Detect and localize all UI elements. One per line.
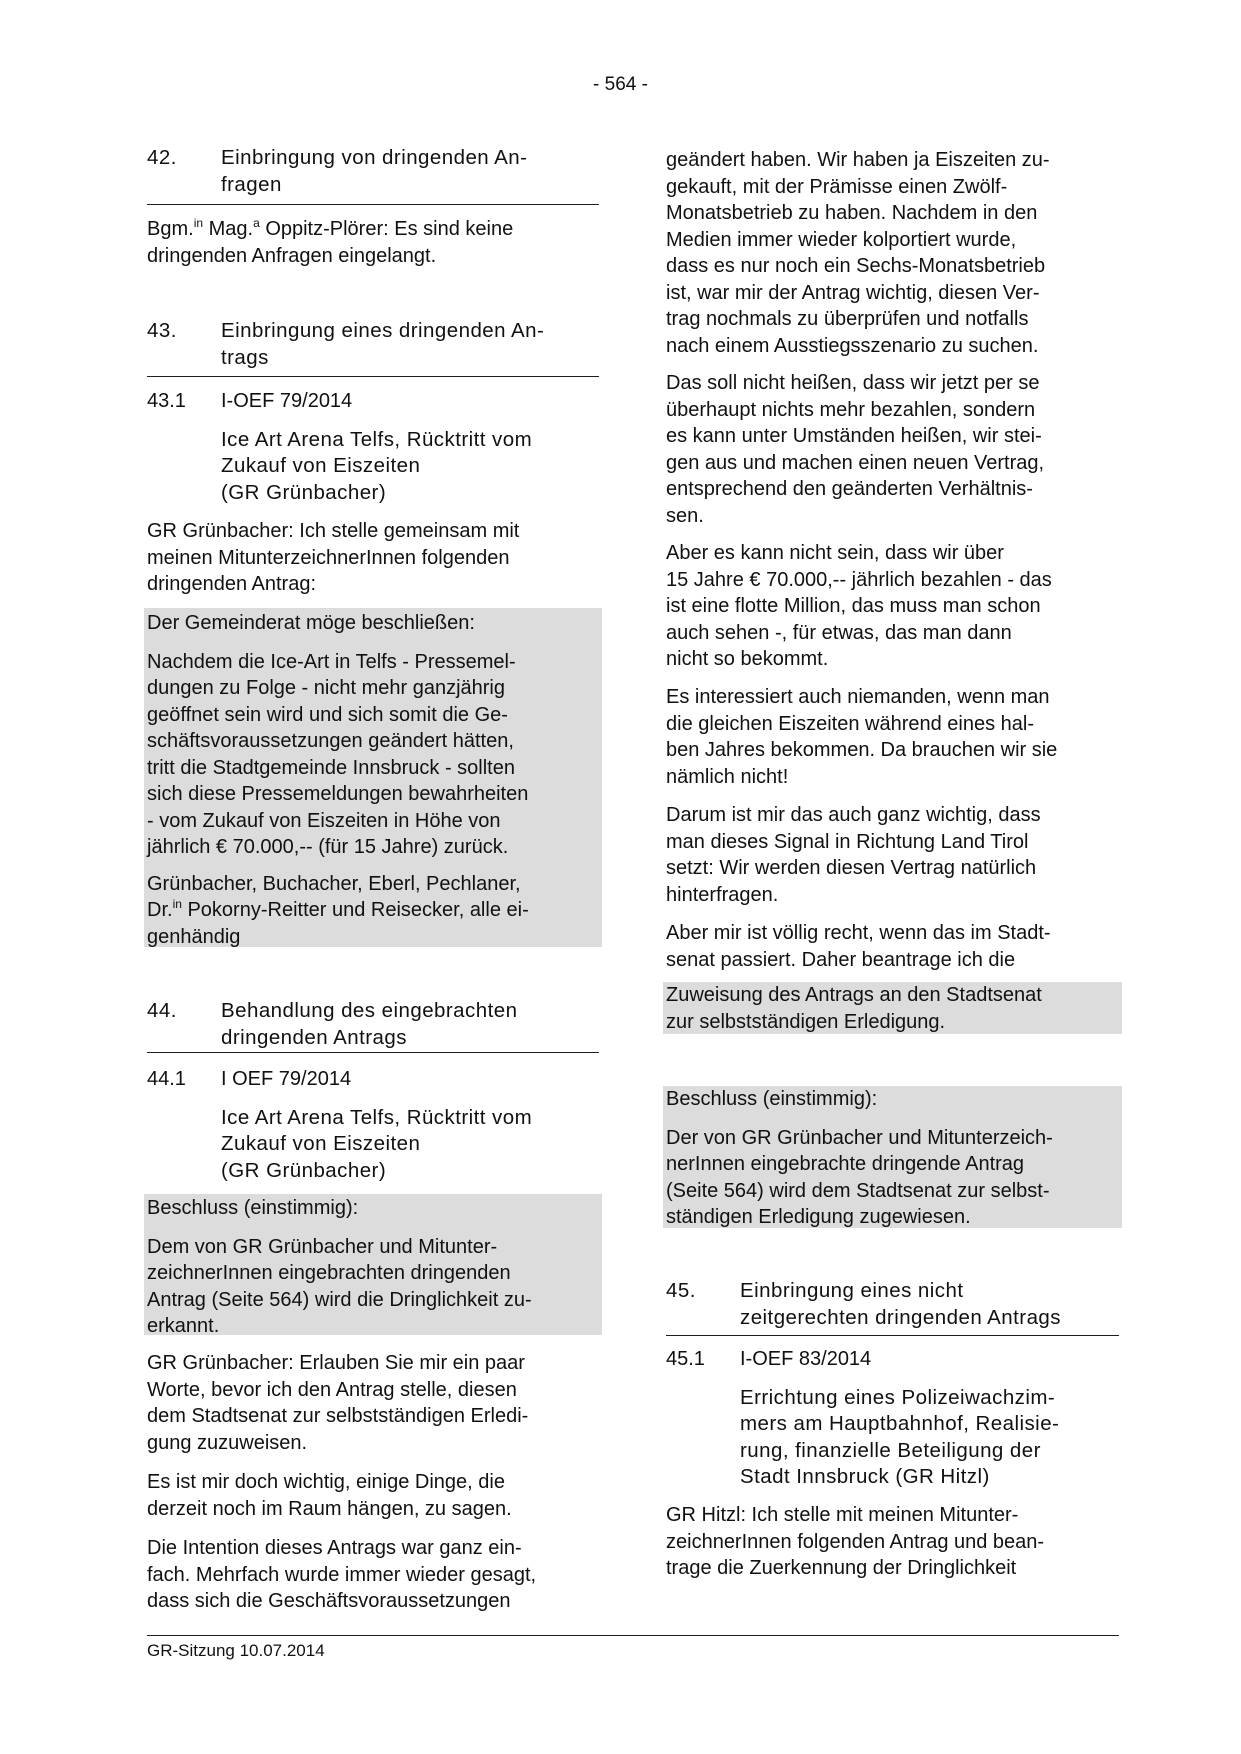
subsection-title-line: rung, finanzielle Beteiligung der	[740, 1438, 1041, 1462]
subsection-44-1-number: 44.1	[147, 1068, 186, 1090]
resolution-heading: Beschluss (einstimmig):	[147, 1197, 359, 1219]
text-line: Dem von GR Grünbacher und Mitunter-	[147, 1235, 498, 1258]
section-43-heading	[147, 318, 599, 377]
text-line: dass es nur noch ein Sechs-Monatsbetrieb	[666, 255, 1046, 277]
resolution-box-right-content	[666, 1086, 1119, 1231]
section-title-line: Einbringung von dringenden An-	[221, 146, 528, 169]
text-line: zeichnerInnen eingebrachten dringenden	[147, 1262, 511, 1284]
text-line: die gleichen Eiszeiten während eines hal-	[666, 712, 1035, 735]
text-line: hinterfragen.	[666, 883, 779, 906]
text-line: nach einem Ausstiegsszenario zu suchen.	[666, 334, 1039, 357]
subsection-title-line: Stadt Innsbruck (GR Hitzl)	[740, 1465, 990, 1488]
subsection-title-line: (GR Grünbacher)	[221, 480, 387, 504]
text-line: ben Jahres bekommen. Da brauchen wir sie	[666, 739, 1058, 761]
text-line: dringenden Anfragen eingelangt.	[147, 244, 437, 267]
text-line: tritt die Stadtgemeinde Innsbruck - sollten	[147, 756, 515, 779]
signers-line	[147, 897, 599, 924]
text-line: GR Hitzl: Ich stelle mit meinen Mitunter-	[666, 1504, 1019, 1526]
page-number: - 564 -	[593, 74, 648, 95]
footer-divider	[147, 1635, 1119, 1636]
paragraph-43-intro	[147, 518, 599, 598]
line-rest: Oppitz-Plörer: Es sind keine	[265, 218, 514, 240]
subsection-title-line: Ice Art Arena Telfs, Rücktritt vom	[221, 1105, 533, 1129]
subsection-43-1-number: 43.1	[147, 390, 186, 412]
subsection-title-line: mers am Hauptbahnhof, Realisie-	[740, 1412, 1060, 1435]
text-line: Nachdem die Ice-Art in Telfs - Pressemel-	[147, 650, 516, 673]
text-line: gen aus und machen einen neuen Vertrag,	[666, 451, 1045, 474]
section-number: 45.	[666, 1279, 696, 1302]
section-title-line: trags	[221, 345, 269, 369]
motion-heading: Der Gemeinderat möge beschließen:	[147, 612, 475, 634]
text-line: zur selbstständigen Erledigung.	[666, 1010, 946, 1033]
subsection-44-1-title	[221, 1066, 599, 1184]
text-line: schäftsvoraussetzungen geändert hätten,	[147, 730, 514, 752]
text-line: Der von GR Grünbacher und Mitunterzeich-	[666, 1126, 1053, 1149]
paragraph-44-b	[147, 1469, 599, 1522]
section-title-line: fragen	[221, 172, 282, 196]
superscript: in	[193, 216, 204, 230]
text-line: auch sehen -, für etwas, das man dann	[666, 621, 1012, 644]
paragraph-right-5	[666, 802, 1119, 908]
footer-session-date: GR-Sitzung 10.07.2014	[147, 1641, 325, 1660]
signers-line: Grünbacher, Buchacher, Eberl, Pechlaner,	[147, 872, 521, 895]
section-44-heading	[147, 998, 599, 1053]
text-line: erkannt.	[147, 1315, 220, 1337]
text-line: entsprechend den geänderten Verhältnis-	[666, 478, 1033, 500]
section-title-line: Einbringung eines nicht	[740, 1279, 964, 1302]
text-line: Aber es kann nicht sein, dass wir über	[666, 542, 1004, 564]
text-line: senat passiert. Daher beantrage ich die	[666, 948, 1016, 971]
paragraph-right-4	[666, 684, 1119, 790]
paragraph-44-a	[147, 1350, 599, 1456]
resolution-heading: Beschluss (einstimmig):	[666, 1088, 878, 1110]
paragraph-right-1	[666, 147, 1119, 359]
text-line: gung zuzuweisen.	[147, 1431, 308, 1454]
subsection-45-1-number: 45.1	[666, 1348, 705, 1370]
speaker-prefix: Bgm.	[147, 218, 194, 240]
text-line: man dieses Signal in Richtung Land Tirol	[666, 830, 1029, 853]
text-line: sich diese Pressemeldungen bewahrheiten	[147, 783, 529, 805]
text-line: GR Grünbacher: Ich stelle gemeinsam mit	[147, 520, 520, 542]
text-line: Das soll nicht heißen, dass wir jetzt per se	[666, 372, 1040, 394]
section-title	[740, 1278, 1119, 1331]
text-line: trag nochmals zu überprüfen und notfalls	[666, 308, 1029, 330]
section-title-line: zeitgerechten dringenden Antrags	[740, 1305, 1061, 1329]
text-line: Monatsbetrieb zu haben. Nachdem in den	[666, 202, 1038, 224]
paragraph-42	[147, 216, 599, 269]
text-line: 15 Jahre € 70.000,-- jährlich bezahlen - das	[666, 568, 1052, 591]
text-line: Antrag (Seite 564) wird die Dringlichkeit zu-	[147, 1288, 532, 1311]
line-rest: Pokorny-Reitter und Reisecker, alle ei-	[187, 899, 529, 921]
section-number: 44.	[147, 999, 177, 1022]
section-number: 43.	[147, 319, 177, 342]
text-line: nämlich nicht!	[666, 765, 789, 788]
section-title	[221, 998, 599, 1051]
paragraph-right-3	[666, 540, 1119, 673]
text-line: Die Intention dieses Antrags war ganz ein-	[147, 1537, 522, 1559]
text-line: ständigen Erledigung zugewiesen.	[666, 1206, 971, 1228]
motion-box-content	[147, 610, 599, 950]
text-line: fach. Mehrfach wurde immer wieder gesagt,	[147, 1563, 537, 1586]
section-title	[221, 145, 599, 198]
section-45-heading	[666, 1278, 1119, 1336]
section-title-line: Einbringung eines dringenden An-	[221, 319, 545, 342]
section-42-heading	[147, 145, 599, 205]
text-line: derzeit noch im Raum hängen, zu sagen.	[147, 1497, 512, 1520]
text-line: GR Grünbacher: Erlauben Sie mir ein paar	[147, 1352, 525, 1374]
text-line: Worte, bevor ich den Antrag stelle, diesen	[147, 1378, 517, 1401]
text-line: dem Stadtsenat zur selbstständigen Erledi-	[147, 1405, 529, 1427]
text-line: gekauft, mit der Prämisse einen Zwölf-	[666, 175, 1008, 198]
text-line: dass sich die Geschäftsvoraussetzungen	[147, 1590, 511, 1612]
text-line: Zuweisung des Antrags an den Stadtsenat	[666, 984, 1042, 1006]
subsection-45-1-title	[740, 1346, 1119, 1491]
text-line: sen.	[666, 504, 704, 527]
text-line: nicht so bekommt.	[666, 648, 829, 670]
subsection-reference: I OEF 79/2014	[221, 1068, 352, 1090]
text-line: es kann unter Umständen heißen, wir stei-	[666, 425, 1042, 447]
text-line: - vom Zukauf von Eiszeiten in Höhe von	[147, 809, 501, 832]
paragraph-right-2	[666, 370, 1119, 529]
section-number: 42.	[147, 146, 177, 169]
text-line: setzt: Wir werden diesen Vertrag natürlich	[666, 857, 1037, 879]
superscript: a	[253, 216, 260, 230]
text-line: überhaupt nichts mehr bezahlen, sondern	[666, 398, 1036, 421]
text-line	[147, 216, 599, 243]
text-line: geöffnet sein wird und sich somit die Ge-	[147, 703, 508, 726]
text-line: Medien immer wieder kolportiert wurde,	[666, 228, 1017, 251]
text-line: nerInnen eingebrachte dringende Antrag	[666, 1153, 1025, 1175]
referral-box-content	[666, 982, 1119, 1035]
subsection-title-line: Zukauf von Eiszeiten	[221, 454, 421, 477]
speaker-title: Mag.	[208, 218, 254, 240]
subsection-reference: I-OEF 83/2014	[740, 1348, 872, 1370]
text-line: ist, war mir der Antrag wichtig, diesen Ver-	[666, 281, 1040, 304]
text-line: ist eine flotte Million, das muss man schon	[666, 595, 1041, 617]
section-title-line: Behandlung des eingebrachten	[221, 999, 518, 1022]
text-line: dringenden Antrag:	[147, 573, 317, 595]
text-line: (Seite 564) wird dem Stadtsenat zur selbst-	[666, 1179, 1050, 1202]
section-title	[221, 318, 599, 371]
signers-line: genhändig	[147, 925, 241, 948]
subsection-title-line: Zukauf von Eiszeiten	[221, 1132, 421, 1155]
text-line: Darum ist mir das auch ganz wichtig, dass	[666, 804, 1041, 826]
subsection-title-line: Errichtung eines Polizeiwachzim-	[740, 1385, 1056, 1409]
subsection-43-1-title	[221, 388, 599, 506]
subsection-reference: I-OEF 79/2014	[221, 390, 353, 412]
text-line: Es interessiert auch niemanden, wenn man	[666, 686, 1050, 708]
title-abbrev: Dr.	[147, 899, 173, 921]
paragraph-right-7	[666, 1502, 1119, 1582]
subsection-title-line: Ice Art Arena Telfs, Rücktritt vom	[221, 427, 533, 451]
superscript: in	[172, 897, 182, 911]
paragraph-right-6	[666, 920, 1119, 973]
subsection-title-line: (GR Grünbacher)	[221, 1158, 387, 1182]
text-line: meinen MitunterzeichnerInnen folgenden	[147, 546, 510, 569]
text-line: geändert haben. Wir haben ja Eiszeiten zu-	[666, 149, 1050, 171]
text-line: trage die Zuerkennung der Dringlichkeit	[666, 1557, 1017, 1579]
paragraph-44-c	[147, 1535, 599, 1615]
text-line: zeichnerInnen folgenden Antrag und bean-	[666, 1530, 1045, 1553]
text-line: Es ist mir doch wichtig, einige Dinge, die	[147, 1471, 505, 1493]
text-line: jährlich € 70.000,-- (für 15 Jahre) zurück.	[147, 836, 509, 858]
text-line: Aber mir ist völlig recht, wenn das im Stadt-	[666, 922, 1051, 944]
text-line: dungen zu Folge - nicht mehr ganzjährig	[147, 677, 505, 699]
resolution-box-content	[147, 1195, 599, 1340]
section-title-line: dringenden Antrags	[221, 1025, 407, 1049]
